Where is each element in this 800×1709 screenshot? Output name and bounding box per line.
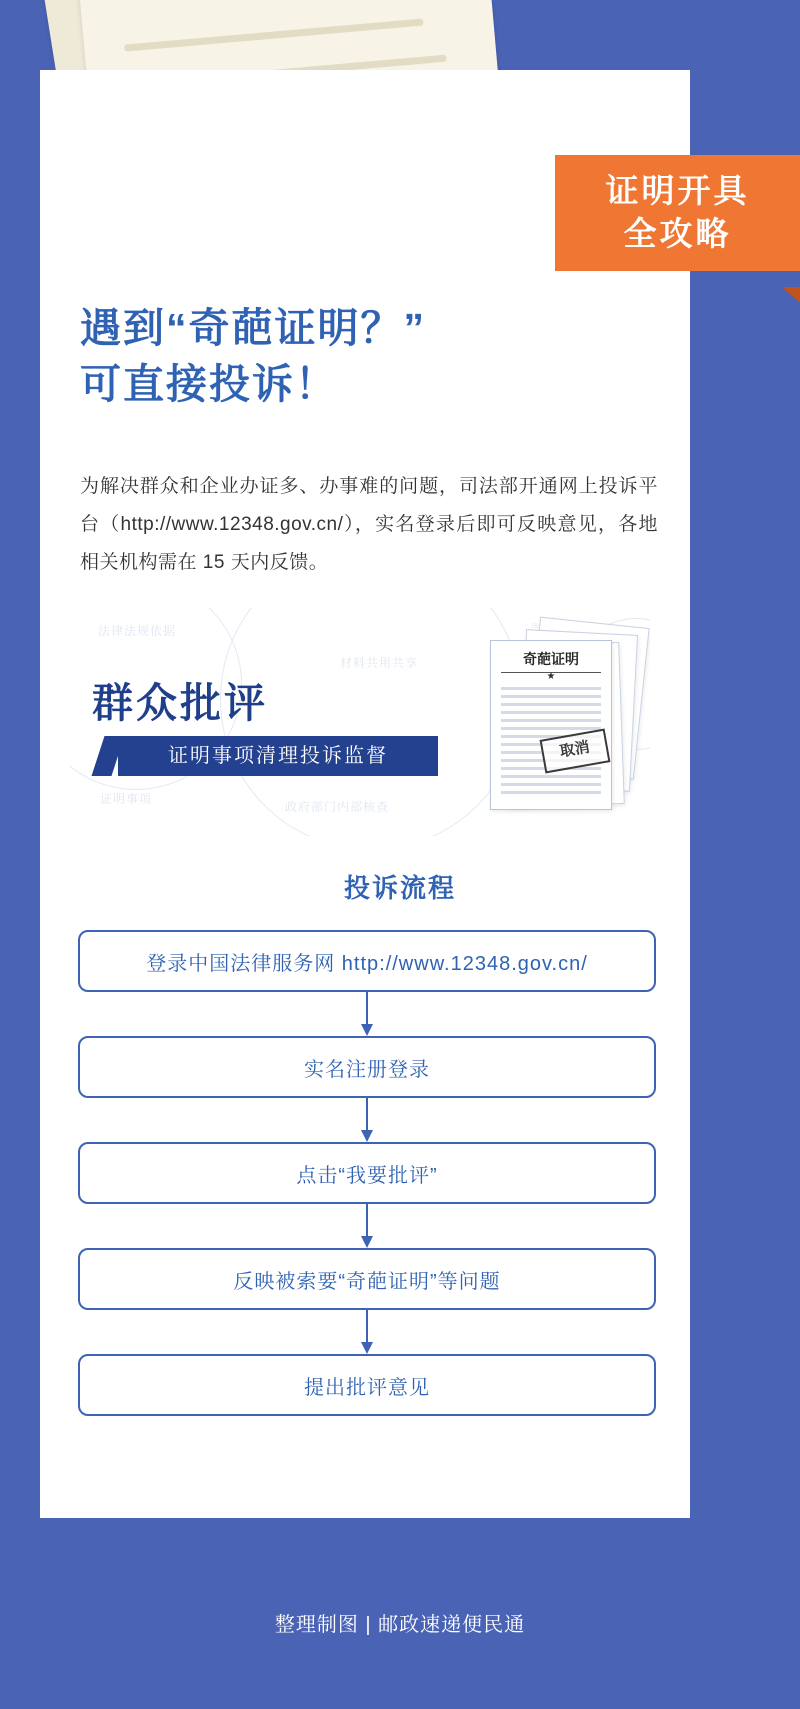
- page-title: [80, 300, 640, 412]
- flow-step-5[interactable]: 提出批评意见: [78, 1354, 656, 1416]
- document-star-icon: ★: [546, 671, 556, 682]
- flow-arrow-4: [78, 1310, 656, 1354]
- flow-section-title: 投诉流程: [343, 873, 456, 903]
- footer-credit: 整理制图 | 邮政速递便民通: [274, 1614, 526, 1636]
- cancel-stamp-label: 取消: [540, 729, 611, 774]
- watermark-3: 政府部门内部核查: [285, 800, 390, 814]
- badge-guide: [555, 155, 800, 271]
- complaint-flow: [78, 930, 656, 1416]
- intro-paragraph: 为解决群众和企业办证多、办事难的问题，司法部开通网上投诉平台（http://www.12348.gov.cn/），实名登录后即可反映意见，各地相关机构需在 15 天内反馈。: [80, 476, 658, 573]
- document-title: 奇葩证明: [501, 649, 601, 673]
- document-stack-icon: [486, 622, 646, 827]
- flow-step-4[interactable]: 反映被索要“奇葩证明”等问题: [78, 1248, 656, 1310]
- watermark-2: 材料共用共享: [340, 656, 419, 670]
- flow-step-2[interactable]: 实名注册登录: [78, 1036, 656, 1098]
- campaign-banner: [70, 608, 650, 836]
- headline-line-2: 可直接投诉！: [80, 361, 338, 407]
- flow-arrow-1: [78, 992, 656, 1036]
- headline-line-1: 遇到“奇葩证明？”: [80, 305, 426, 351]
- banner-subtitle: 证明事项清理投诉监督: [118, 736, 438, 776]
- watermark-0: 法律法规依据: [98, 624, 177, 638]
- badge-tail-shape: [782, 287, 800, 303]
- banner-title: 群众批评: [92, 680, 268, 726]
- flow-step-3[interactable]: 点击“我要批评”: [78, 1142, 656, 1204]
- badge-line-1: 证明开具: [605, 172, 750, 209]
- flow-arrow-2: [78, 1098, 656, 1142]
- watermark-4: 证明事项: [100, 792, 153, 806]
- badge-line-2: 全攻略: [623, 215, 732, 252]
- flow-step-1[interactable]: 登录中国法律服务网 http://www.12348.gov.cn/: [78, 930, 656, 992]
- flow-arrow-3: [78, 1204, 656, 1248]
